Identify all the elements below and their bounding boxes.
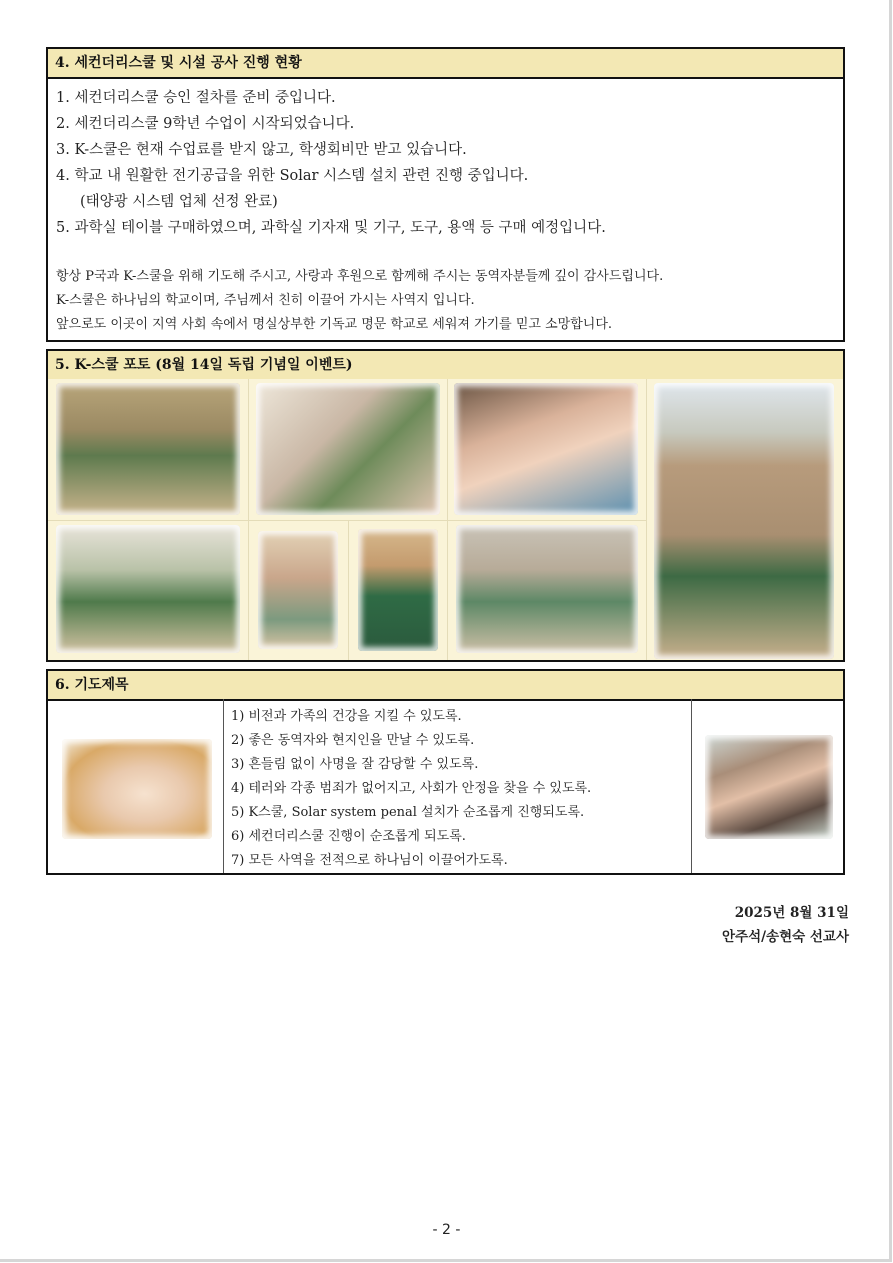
list-item: 2. 세컨더리스쿨 9학년 수업이 시작되었습니다. bbox=[56, 116, 355, 132]
missionary-names: 안주석/송현숙 선교사 bbox=[722, 929, 849, 945]
list-item: 4. 학교 내 원활한 전기공급을 위한 Solar 시스템 설치 관련 진행 중입니다. bbox=[56, 168, 529, 184]
page-number: - 2 - bbox=[432, 1222, 461, 1238]
prayer-item: 5) K스쿨, Solar system penal 설치가 순조롭게 진행되도록. bbox=[231, 805, 585, 820]
list-item: 1. 세컨더리스쿨 승인 절차를 준비 중입니다. bbox=[56, 90, 336, 106]
photo-schoolyard-crowd bbox=[654, 383, 834, 659]
photo-students-line bbox=[456, 525, 638, 653]
section-header: 6. 기도제목 bbox=[48, 671, 843, 701]
thanks-paragraph bbox=[56, 265, 663, 337]
photo-missionary-couple bbox=[705, 735, 833, 839]
photo-students-parade bbox=[56, 383, 240, 515]
letter-date: 2025년 8월 31일 bbox=[734, 905, 849, 921]
status-list bbox=[48, 79, 843, 241]
list-item: 3. K-스쿨은 현재 수업료를 받지 않고, 학생회비만 받고 있습니다. bbox=[56, 142, 467, 158]
prayer-list bbox=[231, 705, 591, 873]
photo-gallery bbox=[48, 379, 843, 660]
prayer-item: 3) 흔들림 없이 사명을 잘 감당할 수 있도록. bbox=[231, 757, 479, 772]
section-photos bbox=[46, 349, 845, 662]
section-header: 5. K-스쿨 포토 (8월 14일 독립 기념일 이벤트) bbox=[48, 351, 843, 381]
prayer-item: 7) 모든 사역을 전적으로 하나님이 이끌어가도록. bbox=[231, 853, 508, 868]
photo-girls-costume bbox=[258, 531, 338, 649]
prayer-item: 1) 비전과 가족의 건강을 지킬 수 있도록. bbox=[231, 709, 462, 724]
photo-boy-green-outfit bbox=[358, 529, 438, 651]
thanks-line: 항상 P국과 K-스쿨을 위해 기도해 주시고, 사랑과 후원으로 함께해 주시는 동역자분들께 깊이 감사드립니다. bbox=[56, 269, 664, 284]
prayer-item: 4) 테러와 각종 범죄가 없어지고, 사회가 안정을 찾을 수 있도록. bbox=[231, 781, 592, 796]
missionary-photo-cell bbox=[691, 699, 843, 873]
section-prayer-requests bbox=[46, 669, 845, 875]
section-construction-status bbox=[46, 47, 845, 342]
photo-children-selfie bbox=[256, 383, 440, 515]
photo-praying-hands bbox=[62, 739, 212, 839]
thanks-line: K-스쿨은 하나님의 학교이며, 주님께서 친히 이끌어 가시는 사역지 입니다. bbox=[56, 293, 475, 308]
list-item: 5. 과학실 테이블 구매하였으며, 과학실 기자재 및 기구, 도구, 용액 등 구매 예정입니다. bbox=[56, 220, 606, 236]
prayer-item: 2) 좋은 동역자와 현지인을 만날 수 있도록. bbox=[231, 733, 475, 748]
photo-girls-closeup bbox=[454, 383, 638, 515]
thanks-line: 앞으로도 이곳이 지역 사회 속에서 명실상부한 기독교 명문 학교로 세워져 가기를 믿고 소망합니다. bbox=[56, 317, 613, 332]
photo-group-assembly bbox=[56, 525, 240, 653]
prayer-item: 6) 세컨더리스쿨 진행이 순조롭게 되도록. bbox=[231, 829, 466, 844]
section-header: 4. 세컨더리스쿨 및 시설 공사 진행 현황 bbox=[48, 49, 843, 79]
list-item-note: (태양광 시스템 업체 선정 완료) bbox=[80, 194, 278, 210]
praying-hands-cell bbox=[48, 699, 224, 873]
